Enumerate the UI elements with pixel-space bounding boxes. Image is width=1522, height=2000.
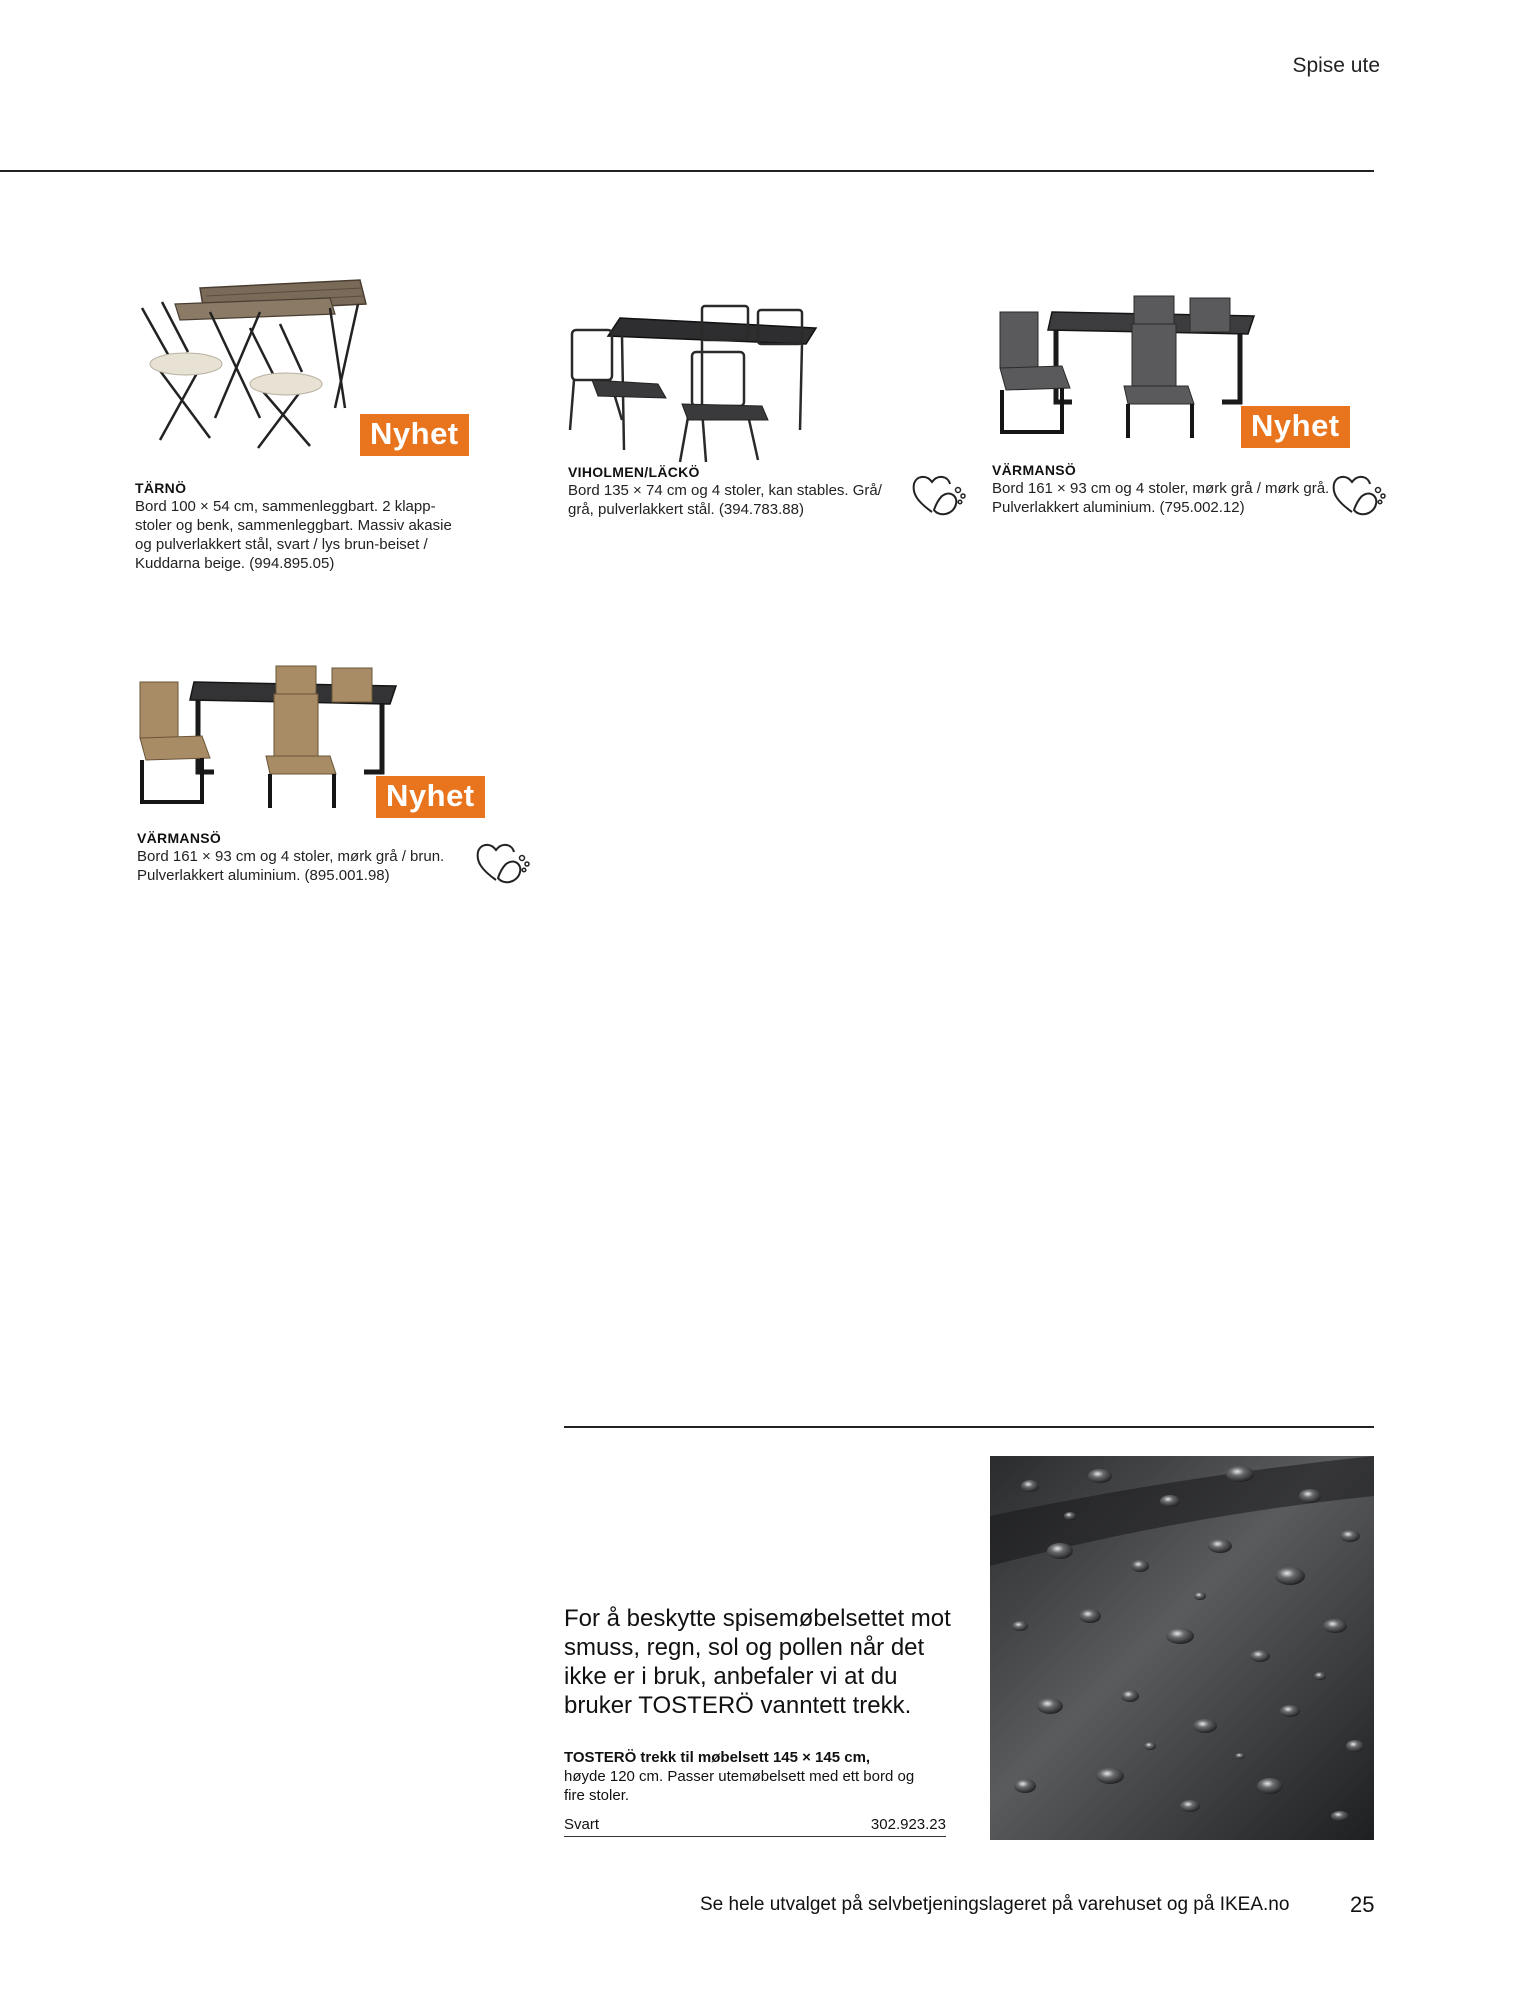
care-heart-icon bbox=[910, 466, 966, 522]
product-description: Bord 161 × 93 cm og 4 stoler, mørk grå / mørk grå. Pulverlakkert aluminium. (795.002.12) bbox=[992, 480, 1330, 516]
tostero-product-title: TOSTERÖ trekk til møbelsett 145 × 145 cm, bbox=[564, 1749, 871, 1766]
product-description: Bord 161 × 93 cm og 4 stoler, mørk grå / brun. Pulverlakkert aluminium. (895.001.98) bbox=[137, 848, 445, 884]
section-label: Spise ute bbox=[1292, 54, 1380, 77]
article-number: 302.923.23 bbox=[870, 1816, 946, 1833]
new-badge: Nyhet bbox=[1241, 406, 1350, 448]
care-heart-icon bbox=[1330, 466, 1386, 522]
product-description: Bord 100 × 54 cm, sammenleggbart. 2 klapp-stoler og benk, sammenleggbart. Massiv akasie og pulverlakkert stål, svart / lys brun-beiset / Kuddarna beige. (994.895.05) bbox=[135, 498, 452, 572]
tostero-product-description: høyde 120 cm. Passer utemøbelsett med ett bord og fire stoler. bbox=[564, 1768, 915, 1804]
product-title: VIHOLMEN/LÄCKÖ bbox=[568, 464, 700, 480]
new-badge: Nyhet bbox=[376, 776, 485, 818]
promo-divider bbox=[564, 1426, 1374, 1428]
tostero-variant-row bbox=[564, 1816, 946, 1837]
viholmen-furniture-image bbox=[562, 300, 824, 465]
page-number: 25 bbox=[1350, 1892, 1375, 1917]
variant-color: Svart bbox=[564, 1816, 600, 1833]
footer-text: Se hele utvalget på selvbetjeningslageret på varehuset og på IKEA.no bbox=[700, 1894, 1290, 1915]
care-heart-icon bbox=[474, 834, 530, 890]
header-divider bbox=[0, 170, 1374, 172]
product-title: VÄRMANSÖ bbox=[992, 462, 1077, 478]
product-description: Bord 135 × 74 cm og 4 stoler, kan stables. Grå/ grå, pulverlakkert stål. (394.783.88) bbox=[568, 482, 882, 518]
product-title: VÄRMANSÖ bbox=[137, 830, 222, 846]
varmanso-brown-furniture-image bbox=[132, 662, 402, 812]
rain-cover-photo bbox=[990, 1456, 1374, 1840]
varmanso-dark-furniture-image bbox=[992, 292, 1262, 442]
product-title: TÄRNÖ bbox=[135, 480, 187, 496]
promo-text: For å beskytte spisemøbelsettet mot smuss, regn, sol og pollen når det ikke er i bruk, anbefaler vi at du bruker TOSTERÖ vanntett trekk. bbox=[564, 1605, 951, 1719]
new-badge: Nyhet bbox=[360, 414, 469, 456]
tarno-furniture-image bbox=[130, 268, 370, 453]
